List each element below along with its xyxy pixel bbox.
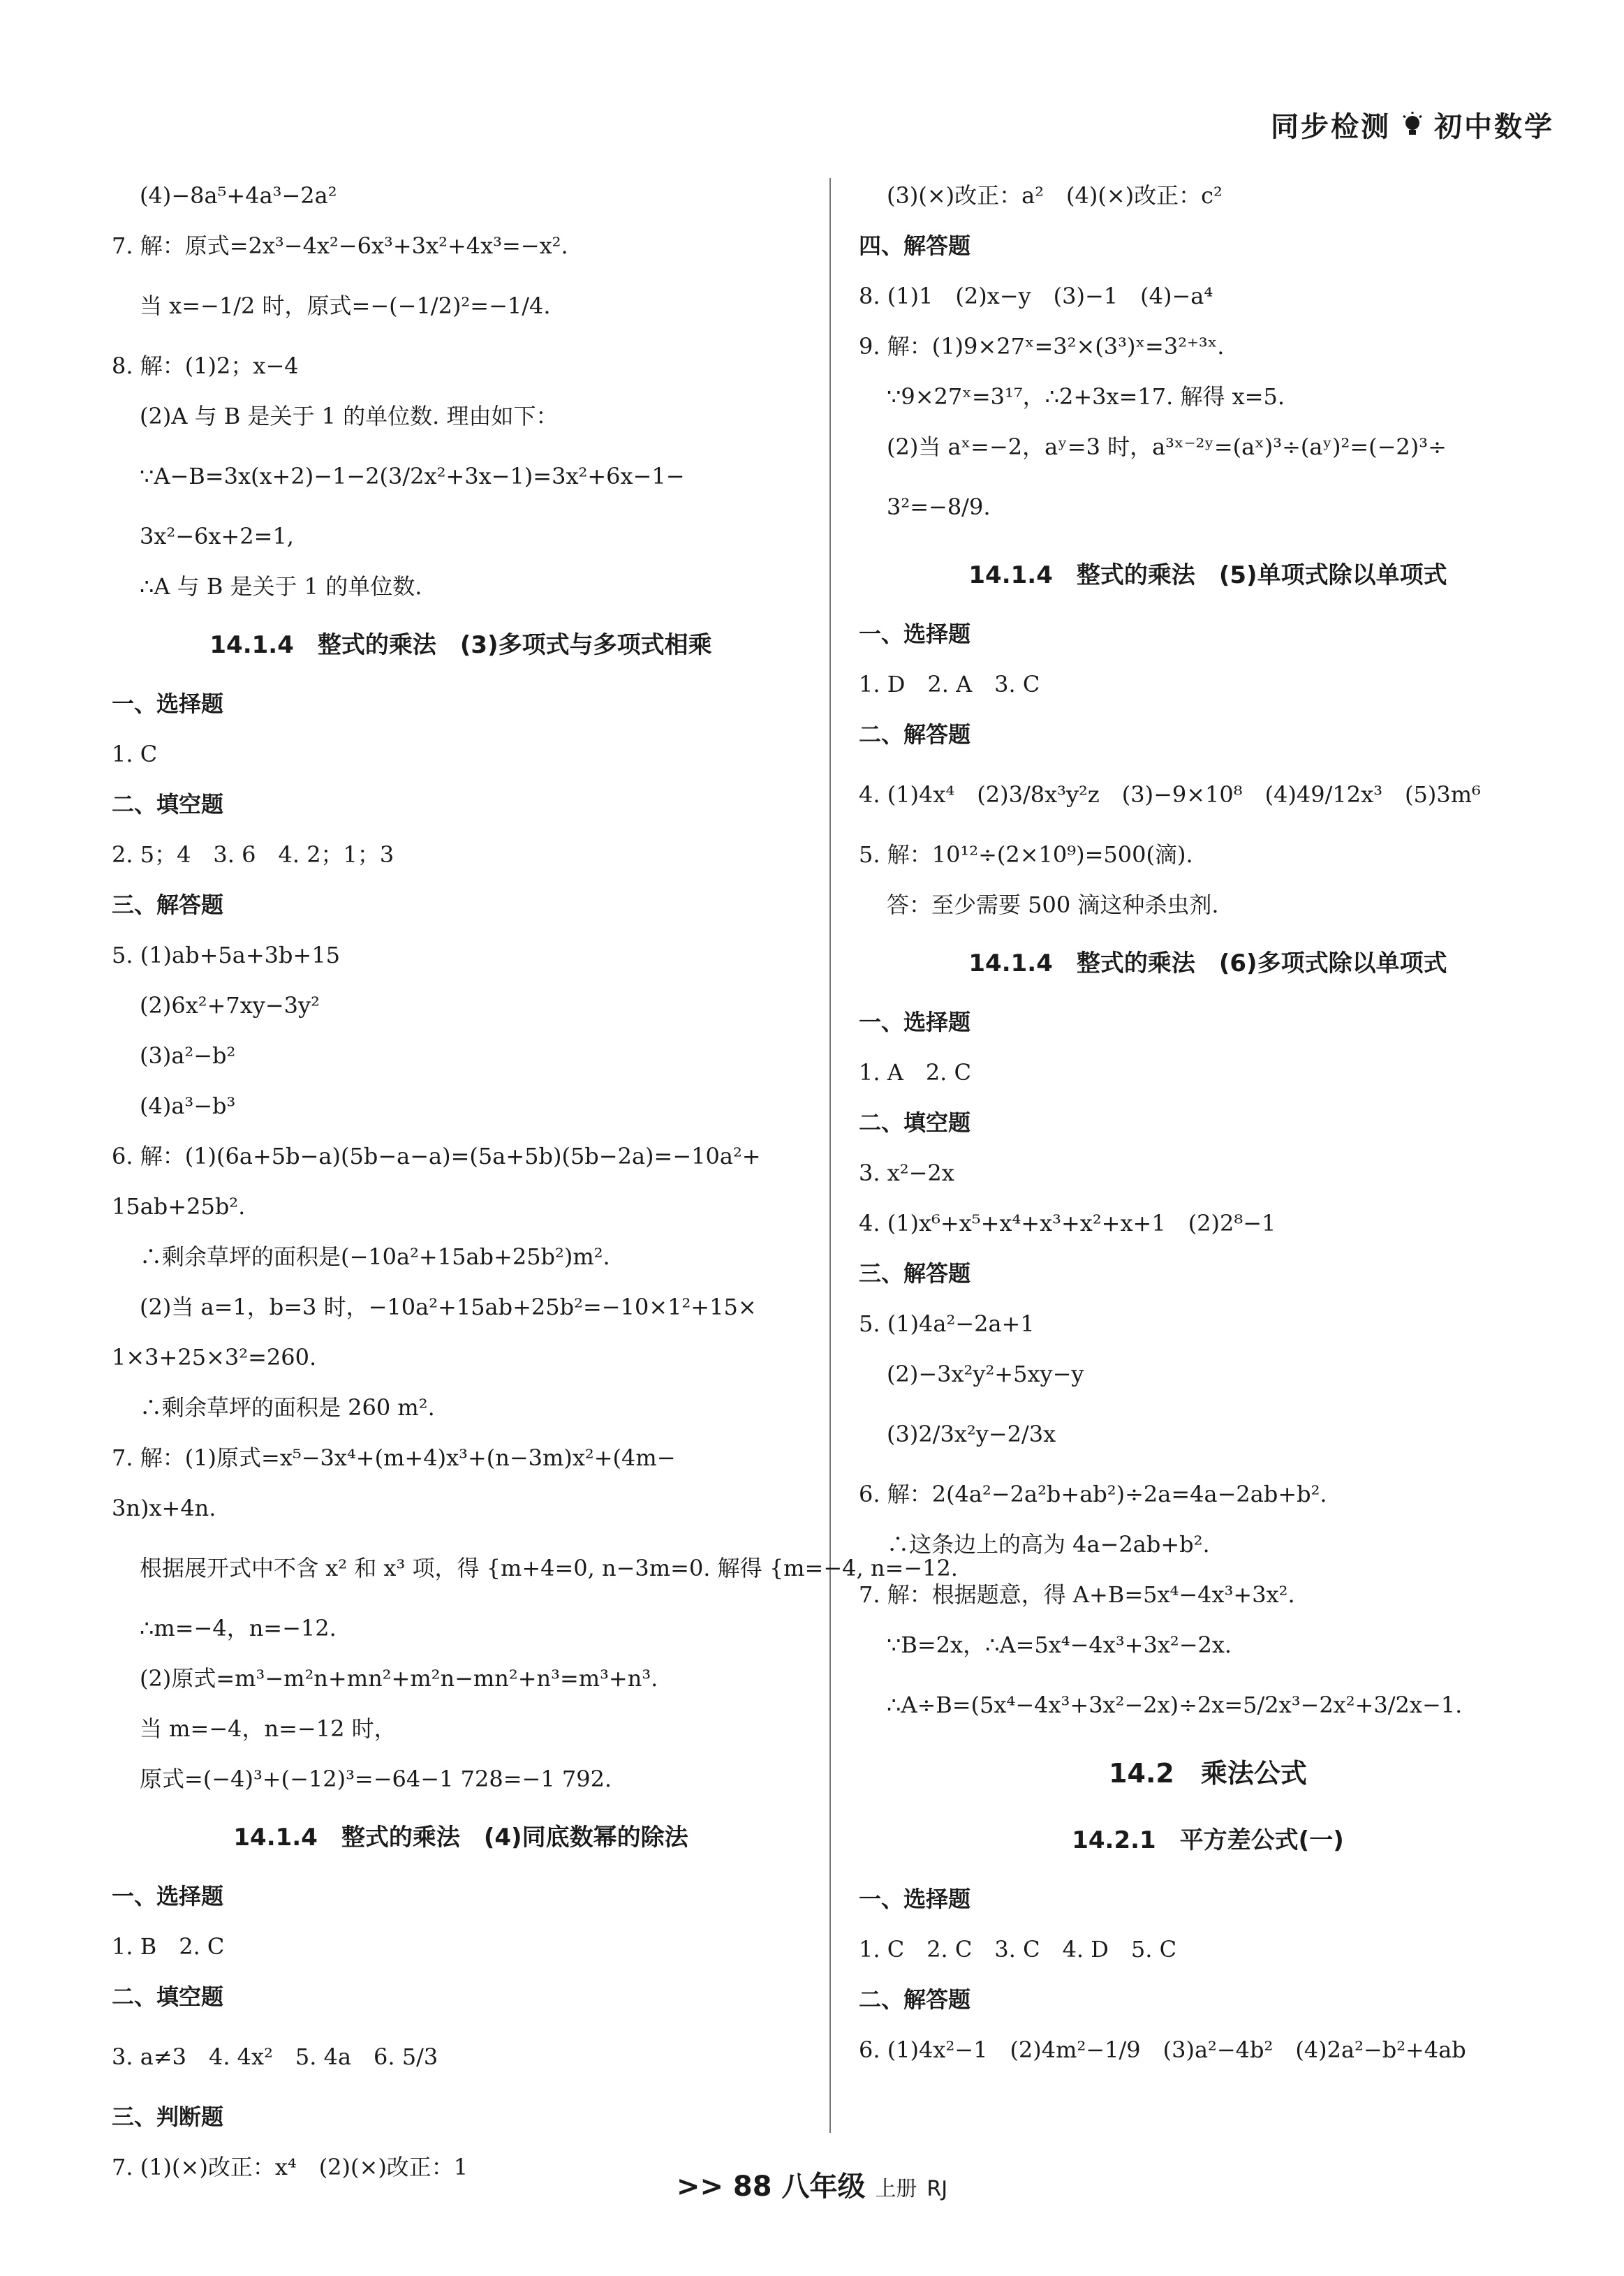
answer-line: 5. (1)ab+5a+3b+15 [112,942,341,968]
section-title: 14.1.4 整式的乘法 (4)同底数幂的除法 [233,1824,688,1852]
question-type-heading: 一、选择题 [859,1009,971,1035]
section-title: 14.1.4 整式的乘法 (3)多项式与多项式相乘 [209,631,712,659]
answer-line: 8. 解：(1)2；x−4 [112,353,299,379]
header-title: 同步检测 [1271,111,1391,143]
page-header [1271,105,1554,145]
answer-line: 5. 解：10¹²÷(2×10⁹)=500(滴). [859,841,1193,868]
answer-line: (2)6x²+7xy−3y² [140,992,320,1019]
answer-line: 4. (1)x⁶+x⁵+x⁴+x³+x²+x+1 (2)2⁸−1 [859,1210,1276,1236]
answer-line: (3)2/3x²y−2/3x [887,1421,1056,1447]
answer-line: 4. (1)4x⁴ (2)3/8x³y²z (3)−9×10⁸ (4)49/12x³ (5)3m⁶ [859,781,1481,808]
section-title: 14.1.4 整式的乘法 (5)单项式除以单项式 [968,561,1447,589]
answer-line: (2)当 aˣ=−2，aʸ=3 时，a³ˣ⁻²ʸ=(aˣ)³÷(aʸ)²=(−2)³÷ [887,434,1447,460]
question-type-heading: 二、填空题 [112,1983,224,2010]
section-title: 14.2.1 平方差公式(一) [1072,1826,1344,1854]
footer-arrows: >> [676,2171,723,2203]
question-type-heading: 二、填空题 [859,1109,971,1136]
page-number: 88 [732,2171,772,2203]
answer-line: 1. A 2. C [859,1059,972,1086]
section-title: 14.1.4 整式的乘法 (6)多项式除以单项式 [968,949,1447,977]
page-footer [0,2164,1624,2204]
lightbulb-icon [1401,111,1424,139]
question-type-heading: 一、选择题 [112,690,224,717]
answer-line: 当 m=−4，n=−12 时， [140,1715,397,1742]
answer-line: 原式=(−4)³+(−12)³=−64−1 728=−1 792. [140,1766,612,1792]
answer-line: 6. (1)4x²−1 (2)4m²−1/9 (3)a²−4b² (4)2a²−b²+4ab [859,2037,1466,2063]
answer-line: 3x²−6x+2=1, [140,523,294,549]
answer-line: 7. 解：根据题意，得 A+B=5x⁴−4x³+3x². [859,1581,1295,1608]
answer-line: 根据展开式中不含 x² 和 x³ 项，得 {m+4=0, n−3m=0. 解得 {m=−4, n=−12. [140,1555,958,1581]
answer-line: 15ab+25b². [112,1193,246,1220]
answer-line: 7. 解：原式=2x³−4x²−6x³+3x²+4x³=−x². [112,232,568,259]
answer-line: ∵9×27ˣ=3¹⁷，∴2+3x=17. 解得 x=5. [887,383,1285,410]
question-type-heading: 二、解答题 [859,721,971,748]
answer-line: ∵A−B=3x(x+2)−1−2(3/2x²+3x−1)=3x²+6x−1− [140,463,685,489]
answer-line: (3)a²−b² [140,1042,236,1069]
answer-line: (4)−8a⁵+4a³−2a² [140,182,337,209]
question-type-heading: 三、解答题 [859,1260,971,1287]
answer-line: 1×3+25×3²=260. [112,1344,317,1370]
answer-line: 3n)x+4n. [112,1495,216,1521]
question-type-heading: 三、解答题 [112,892,224,918]
answer-line: ∴剩余草坪的面积是 260 m². [140,1394,435,1421]
answer-line: ∴A 与 B 是关于 1 的单位数. [140,573,422,600]
volume-label: 上册 [875,2177,917,2201]
right-column [859,170,1557,2075]
edition-label: RJ [927,2177,948,2201]
answer-line: 3. a≠3 4. 4x² 5. 4a 6. 5/3 [112,2044,438,2070]
answer-line: ∴A÷B=(5x⁴−4x³+3x²−2x)÷2x=5/2x³−2x²+3/2x−1. [887,1692,1463,1718]
answer-line: (2)原式=m³−m²n+mn²+m²n−mn²+n³=m³+n³. [140,1665,658,1692]
question-type-heading: 一、选择题 [859,1886,971,1912]
answer-line: (2)−3x²y²+5xy−y [887,1361,1084,1387]
question-type-heading: 一、选择题 [112,1883,224,1909]
chapter-title: 14.2 乘法公式 [1109,1758,1307,1789]
question-type-heading: 三、判断题 [112,2104,224,2130]
answer-line: 9. 解：(1)9×27ˣ=3²×(3³)ˣ=3²⁺³ˣ. [859,333,1225,360]
answer-line: 7. 解：(1)原式=x⁵−3x⁴+(m+4)x³+(n−3m)x²+(4m− [112,1444,676,1471]
answer-line: 3²=−8/9. [887,494,991,520]
answer-line: 2. 5；4 3. 6 4. 2；1；3 [112,841,394,868]
answer-line: 6. 解：2(4a²−2a²b+ab²)÷2a=4a−2ab+b². [859,1481,1327,1507]
question-type-heading: 四、解答题 [859,232,971,259]
question-type-heading: 一、选择题 [859,621,971,647]
answer-line: ∴m=−4，n=−12. [140,1615,337,1641]
answer-line: (2)A 与 B 是关于 1 的单位数. 理由如下： [140,403,559,429]
answer-line: 1. C 2. C 3. C 4. D 5. C [859,1936,1177,1963]
column-divider [829,178,831,2133]
header-subject: 初中数学 [1434,111,1554,143]
answer-line: ∴剩余草坪的面积是(−10a²+15ab+25b²)m². [140,1243,610,1270]
question-type-heading: 二、解答题 [859,1986,971,2013]
answer-line: 5. (1)4a²−2a+1 [859,1310,1035,1337]
answer-line: 8. (1)1 (2)x−y (3)−1 (4)−a⁴ [859,283,1213,309]
question-type-heading: 二、填空题 [112,791,224,818]
answer-line: ∵B=2x，∴A=5x⁴−4x³+3x²−2x. [887,1632,1232,1658]
answer-line: (3)(×)改正：a² (4)(×)改正：c² [887,182,1223,209]
answer-line: 答：至少需要 500 滴这种杀虫剂. [887,892,1219,918]
answer-line: 6. 解：(1)(6a+5b−a)(5b−a−a)=(5a+5b)(5b−2a)=−10a²+ [112,1143,761,1169]
grade-label: 八年级 [781,2171,866,2203]
answer-line: (4)a³−b³ [140,1093,236,1119]
answer-line: 3. x²−2x [859,1160,954,1186]
answer-line: 1. B 2. C [112,1933,225,1960]
answer-line: ∴这条边上的高为 4a−2ab+b². [887,1531,1210,1558]
answer-line: 1. D 2. A 3. C [859,671,1040,697]
answer-line: 当 x=−1/2 时，原式=−(−1/2)²=−1/4. [140,293,551,319]
answer-line: 1. C [112,741,158,767]
answer-line: (2)当 a=1，b=3 时，−10a²+15ab+25b²=−10×1²+15× [140,1294,757,1320]
answer-line: 7. (1)(×)改正：x⁴ (2)(×)改正：1 [112,2154,468,2180]
